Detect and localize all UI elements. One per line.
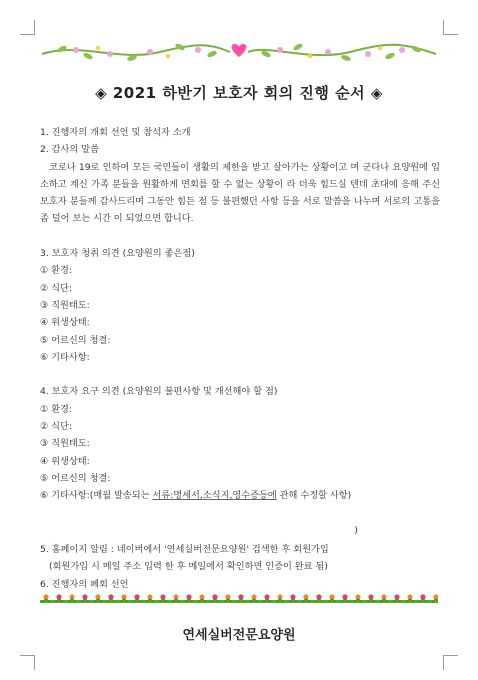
other-suffix: 관해 수정할 사항) <box>276 490 352 502</box>
agenda-item-5: 5. 홈페이지 알림 : 네이버에서 '연세실버전문요양원' 검색한 후 회원가입 <box>40 544 329 556</box>
list-item: ③ 직원태도: <box>40 299 90 311</box>
list-item: ⑤ 어르신의 청결: <box>40 334 111 346</box>
corner-mark <box>20 20 35 35</box>
list-item: ③ 직원태도: <box>40 438 90 450</box>
agenda-item-2-text: 코로나 19로 인하여 모든 국민들이 생활의 제한을 받고 살아가는 상황이고 며 군다나 요양원에 입소하고 계신 가족 분들을 원활하게 면회를 할 수 없는 상황이 라 더욱 힘드실 텐데 초대에 응해 주신 보호자 분들께 감사드리며 그동안 힘든 점 등 불편했던 사항 등을 서로 말씀을 나누며 서로의 고통을 좀 덜어 보는 시간 이 되었으면 합니다. <box>40 161 440 225</box>
flower-border-decoration <box>40 592 438 606</box>
closing-bracket: ) <box>354 524 358 536</box>
agenda-item-3: 3. 보호자 청취 의견 (요양원의 좋은점) <box>40 248 195 260</box>
floral-vine-decoration <box>40 40 438 64</box>
list-item: ⑥ 기타사항: <box>40 351 90 363</box>
list-item: ④ 위생상태: <box>40 317 90 329</box>
list-item: ⑤ 어르신의 청결: <box>40 472 111 484</box>
agenda-item-4: 4. 보호자 요구 의견 (요양원의 불편사항 및 개선해야 할 점) <box>40 386 278 398</box>
organization-name: 연세실버전문요양원 <box>182 628 296 643</box>
agenda-item-5-sub: (회원가입 시 메일 주소 입력 한 후 메일에서 확인하면 인증이 완료 됨) <box>49 561 328 573</box>
document-title: ◈ 2021 하반기 보호자 회의 진행 순서 ◈ <box>95 84 383 102</box>
list-item: ④ 위생상태: <box>40 455 90 467</box>
list-item: ① 환경: <box>40 265 73 277</box>
agenda-item-2: 2. 감사의 말씀 <box>40 144 99 156</box>
list-item: ② 식단: <box>40 421 73 433</box>
corner-mark <box>20 655 35 670</box>
corner-mark <box>443 20 458 35</box>
other-underlined: 서류:명세서,소식지,영수증등에 <box>152 490 277 502</box>
list-item: ② 식단: <box>40 282 73 294</box>
agenda-item-6: 6. 진행자의 폐회 선언 <box>40 578 129 590</box>
document-body <box>40 124 440 593</box>
other-prefix: ⑥ 기타사항:(매월 발송되는 <box>40 490 153 502</box>
corner-mark <box>443 655 458 670</box>
agenda-item-1: 1. 진행자의 개회 선언 및 참석자 소개 <box>40 127 191 138</box>
list-item: ① 환경: <box>40 403 73 415</box>
list-item-other <box>40 487 440 504</box>
